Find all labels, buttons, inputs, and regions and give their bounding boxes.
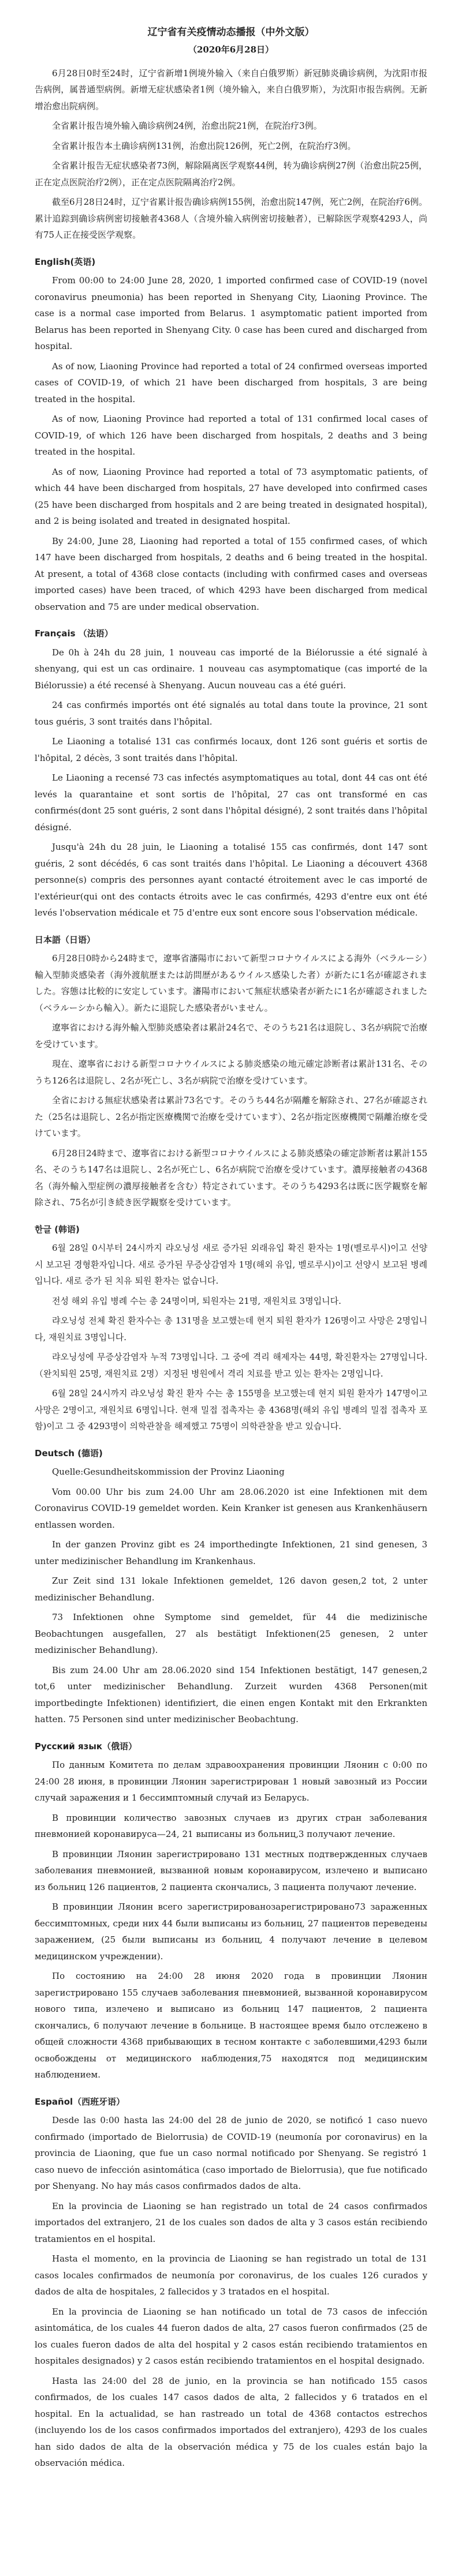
section-heading: 한글 (韩语) (35, 1224, 80, 1235)
paragraph: 現在、遼寧省における新型コロナウイルスによる肺炎感染の地元確定診断者は累計131名、そのうち126名は退院し、2名が死亡し、3名が病院で治療を受けています。 (35, 1059, 427, 1086)
paragraph: В провинции количество завозных случаев из других стран заболевания пневмонией коронавируса—24, 21 выписаны из больниц,3 получают лечение. (35, 1812, 427, 1840)
paragraph: De 0h à 24h du 28 juin, 1 nouveau cas importé de la Biélorussie a été signalé à shenyang, qui est un cas ordinaire. 1 nouveau cas asymptomatique (cas importé de la Biélorussie) a été recensé à Shenyang. Aucun nouveau cas a été guéri. (35, 647, 427, 691)
section-heading: Deutsch (德语) (35, 1448, 103, 1458)
paragraph: Jusqu'à 24h du 28 juin, le Liaoning a totalisé 155 cas confirmés, dont 147 sont guéris, 2 sont décédés, 6 cas sont traités dans l'hôpital. Le Liaoning a découvert 4368 personne(s) compris des personnes ayant contacté étroitement avec le cas importé de l'extérieur(qui ont des contacts étroits avec le cas confirmés, 4293 d'entre eux ont été levés l'observation médicale et 75 d'entre eux sont encore sous l'observation médicale. (35, 842, 427, 918)
paragraph: 截至6月28日24时，辽宁省累计报告确诊病例155例，治愈出院147例，死亡2例，在院治疗6例。累计追踪到确诊病例密切接触者4368人（含境外输入病例密切接触者），已解除医学观察4293人，尚有75人正在接受医学观察。 (35, 197, 427, 241)
paragraph: As of now, Liaoning Province had reported a total of 73 asymptomatic patients, of which 44 have been discharged from hospitals, 27 have developed into confirmed cases (25 have been discharged from hospitals and 2 are being treated in designated hospital), and 2 is being isolated and treated in designated hospital. (35, 466, 427, 527)
section-es (35, 2094, 427, 2472)
paragraph: From 00:00 to 24:00 June 28, 2020, 1 imported confirmed case of COVID-19 (novel coronavirus pneumonia) has been reported in Shenyang City, Liaoning Province. The case is a normal case imported from Belarus. 1 asymptomatic patient imported from Belarus has been reported in Shenyang City. 0 case has been cured and discharged from hospital. (35, 275, 427, 352)
paragraph: Hasta las 24:00 del 28 de junio, en la provincia se han notificado 155 casos confirmados, de los cuales 147 casos dados de alta, 2 fallecidos y 6 tratados en el hospital. En la actualidad, se han rastreado un total de 4368 contactos estrechos (incluyendo los de los casos confirmados importados del extranjero), 4293 de los cuales han sido dados de alta de la observación médica y 75 de los cuales están bajo la observación médica. (35, 2375, 427, 2469)
section-en (35, 254, 427, 616)
paragraph: 랴오닝성에 무증상감염자 누적 73명입니다. 그 중에 격리 해제자는 44명, 확진환자는 27명입니다.（완치퇴원 25명, 재원치료 2명）지정된 병원에서 격리 치료를 받고 있는 환자는 2명입니다. (35, 1352, 427, 1379)
paragraph: By 24:00, June 28, Liaoning had reported a total of 155 confirmed cases, of which 147 have been discharged from hospitals, 2 deaths and 6 being treated in the hospital. At present, a total of 4368 close contacts (including with confirmed cases and overseas imported cases) have been traced, of which 4293 have been discharged from medical observation and 75 are under medical observation. (35, 535, 427, 612)
paragraph: 全省における無症状感染者は累計73名です。そのうち44名が隔離を解除され、27名が確認された（25名は退院し、2名が指定医療機関で治療を受けています）、2名が指定医療機関で隔離治療を受けています。 (35, 1095, 427, 1139)
bulletin-body (35, 65, 427, 2472)
paragraph: Le Liaoning a recensé 73 cas infectés asymptomatiques au total, dont 44 cas ont été levés la quarantaine et sont sortis de l'hôpital, 27 cas ont transformé en cas confirmés(dont 25 sont guéris, 2 sont dans l'hôpital désigné), 2 sont traités dans l'hôpital désigné. (35, 773, 427, 833)
paragraph: 6월 28일 0시부터 24시까지 랴오닝성 새로 증가된 외래유입 확진 환자는 1명(벨로루시)이고 선양시 보고된 경형환자입니다. 새로 증가된 무증상감염자 1명(해외 유입, 벨로루시)이고 선양시 보고된 병례입니다. 새로 증가 된 치유 퇴원 환자는 없습니다. (35, 1243, 427, 1287)
section-zh (35, 65, 427, 243)
paragraph: 전성 해외 유입 병례 수는 총 24명이며, 퇴원자는 21명, 재원치료 3명입니다. (52, 1295, 341, 1306)
section-ko (35, 1221, 427, 1435)
bulletin-title: 辽宁省有关疫情动态播报（中外文版） (147, 27, 315, 38)
paragraph: В провинции Ляонин зарегистрировано 131 местных подтвержденных случаев заболевания пневмонией, вызванной новым коронавирусом, излечено и выписано из больниц 126 пациентов, 2 пациента скончались, 3 пациента получают лечение. (35, 1848, 427, 1892)
paragraph: As of now, Liaoning Province had reported a total of 131 confirmed local cases of COVID-19, of which 126 have been discharged from hospitals, 2 deaths and 3 being treated in the hospital. (35, 414, 427, 458)
paragraph: 6月28日24時まで、遼寧省における新型コロナウイルスによる肺炎感染の確定診断者は累計155名、そのうち147名は退院し、2名が死亡し、6名が病院で治療を受けています。濃厚接触者の4368名（海外輸入型症例の濃厚接触者を含む）特定されています。そのうち4293名は既に医学観察を解除され、75名が引き続き医学観察を受けています。 (35, 1148, 427, 1208)
paragraph: En la provincia de Liaoning se han registrado un total de 24 casos confirmados importados del extranjero, 21 de los cuales son dados de alta y 3 casos están recibiendo tratamientos en el hospital. (35, 2200, 427, 2244)
paragraph: 6월 28일 24시까지 랴오닝성 확진 환자 수는 총 155명을 보고했는데 현지 퇴원 환자가 147명이고 사망은 2명이고, 재원치료 6명입니다. 현재 밀접 접촉자는 총 4368명(해외 유입 병례의 밀접 접촉자 포함)이고 그 중 4293명이 의학관찰을 해제했고 75명이 의학관찰을 받고 있습니다. (35, 1388, 427, 1432)
section-ru (35, 1738, 427, 2083)
bulletin-date: （2020年6月28日） (188, 44, 274, 55)
paragraph: 6月28日0时至24时，辽宁省新增1例境外输入（来自白俄罗斯）新冠肺炎确诊病例，为沈阳市报告病例，属普通型病例。新增无症状感染者1例（境外输入，来自白俄罗斯），为沈阳市报告病例。无新增治愈出院病例。 (35, 68, 427, 111)
paragraph: Zur Zeit sind 131 lokale Infektionen gemeldet, 126 davon gesen,2 tot, 2 unter medizinischer Behandlung. (35, 1576, 427, 1603)
paragraph: En la provincia de Liaoning se han notificado un total de 73 casos de infección asintomática, de los cuales 44 fueron dados de alta, 27 casos fueron confirmados (25 de los cuales fueron dados de alta del hospital y 2 casos están recibiendo tratamientos en hospitales designados) y 2 casos están recibiendo tratamientos en el hospital designado. (35, 2306, 427, 2367)
paragraph: Bis zum 24.00 Uhr am 28.06.2020 sind 154 Infektionen bestätigt, 147 genesen,2 tot,6 unter medizinischer Behandlung. Zurzeit wurden 4368 Personen(mit importbedingte Infektionen) identifiziert, die einen engen Kontakt mit den Erkrankten hatten. 75 Personen sind unter medizinischer Beobachtung. (35, 1664, 427, 1725)
paragraph: 6月28日0時から24時まで，遼寧省瀋陽市において新型コロナウイルスによる海外（ベラルーシ）輸入型肺炎感染者（海外渡航歴または訪問歴があるウイルス感染した者）が新たに1名が確認されました。容態は比較的に安定しています。瀋陽市において無症状感染者が新たに1名が確認されました（ベラルーシから輸入）。新たに退院した感染者がいません。 (35, 953, 427, 1013)
section-heading: Español（西班牙语） (35, 2096, 125, 2107)
section-heading: Français （法语） (35, 628, 113, 639)
paragraph: 24 cas confirmés importés ont été signalés au total dans toute la province, 21 sont tous guéris, 3 sont traités dans l'hôpital. (35, 700, 427, 727)
paragraph: 랴오닝성 전체 확진 환자수는 총 131명을 보고했는데 현지 퇴원 환자가 126명이고 사망은 2명입니다, 재원치료 3명입니다. (35, 1315, 427, 1343)
section-de (35, 1445, 427, 1728)
paragraph: По данным Комитета по делам здравоохранения провинции Ляонин с 0:00 по 24:00 28 июня, в провинции Ляонин зарегистрирован 1 новый завозный из России случай заражения и 1 бессимптомный случай из Беларусь. (35, 1760, 427, 1803)
paragraph: По состоянию на 24:00 28 июня 2020 года в провинции Ляонин зарегистрировано 155 случаев заболевания пневмонией, вызванной коронавирусом нового типа, излечено и выписано из больниц 147 пациентов, 2 пациента скончались, 6 получают лечение в больнице. В настоящее время было отслежено в общей сложности 4368 прибывающих в тесном контакте с заболевшими,4293 были освобождены от медицинского наблюдения,75 находятся под медицинским наблюдением. (35, 1971, 427, 2080)
paragraph: Desde las 0:00 hasta las 24:00 del 28 de junio de 2020, se notificó 1 caso nuevo confirmado (importado de Bielorrusia) de COVID-19 (neumonía por coronavirus) en la provincia de Liaoning, que fue un caso normal notificado por Shenyang. Se registró 1 caso nuevo de infección asintomática (caso importado de Bielorrusia), que fue notificado por Shenyang. No hay más casos confirmados dados de alta. (35, 2115, 427, 2192)
section-heading: 日本語（日语） (35, 934, 96, 945)
section-ja (35, 932, 427, 1211)
paragraph: 全省累计报告境外输入确诊病例24例，治愈出院21例，在院治疗3例。 (52, 121, 322, 132)
paragraph: In der ganzen Provinz gibt es 24 importhedingte Infektionen, 21 sind genesen, 3 unter medizinischer Behandlung im Krankenhaus. (35, 1539, 427, 1566)
paragraph: 全省累计报告无症状感染者73例，解除隔离医学观察44例，转为确诊病例27例（治愈出院25例，正在定点医院治疗2例），正在定点医院隔离治疗2例。 (35, 160, 427, 188)
paragraph: Vom 00.00 Uhr bis zum 24.00 Uhr am 28.06.2020 ist eine Infektionen mit dem Coronavirus COVID-19 gemeldet worden. Kein Kranker ist genesen aus Krankenhäusern entlassen worden. (35, 1486, 427, 1530)
paragraph: 遼寧省における海外輸入型肺炎感染者は累計24名で、そのうち21名は退院し、3名が病院で治療を受けています。 (35, 1022, 427, 1049)
paragraph: В провинции Ляонин всего зарегистрированозарегистрировано73 зараженных бессимптомных, среди них 44 были выписаны из больниц, 27 пациентов переведены заражением, (25 были выписаны из больниц, 4 получают лечение в целевом медицинском учреждении). (35, 1902, 427, 1962)
section-heading: English(英语) (35, 256, 96, 267)
paragraph: 全省累计报告本土确诊病例131例，治愈出院126例，死亡2例，在院治疗3例。 (52, 140, 356, 151)
section-fr (35, 625, 427, 921)
section-heading: Русский язык（俄语） (35, 1741, 137, 1752)
paragraph: Le Liaoning a totalisé 131 cas confirmés locaux, dont 126 sont guéris et sortis de l'hôpital, 2 décès, 3 sont traités dans l'hôpital. (35, 736, 427, 763)
paragraph: Hasta el momento, en la provincia de Liaoning se han registrado un total de 131 casos locales confirmados de neumonía por coronavirus, de los cuales 126 curados y dados de alta de hospitales, 2 fallecidos y 3 tratados en el hospital. (35, 2253, 427, 2297)
paragraph: As of now, Liaoning Province had reported a total of 24 confirmed overseas imported cases of COVID-19, of which 21 have been discharged from hospitals, 3 are being treated in the hospital. (35, 361, 427, 404)
paragraph: Quelle:Gesundheitskommission der Provinz Liaoning (52, 1467, 285, 1478)
paragraph: 73 Infektionen ohne Symptome sind gemeldet, für 44 die medizinische Beobachtungen ausgefallen, 27 als bestätigt Infektionen(25 genesen, 2 unter medizinischer Behandlung). (35, 1612, 427, 1656)
